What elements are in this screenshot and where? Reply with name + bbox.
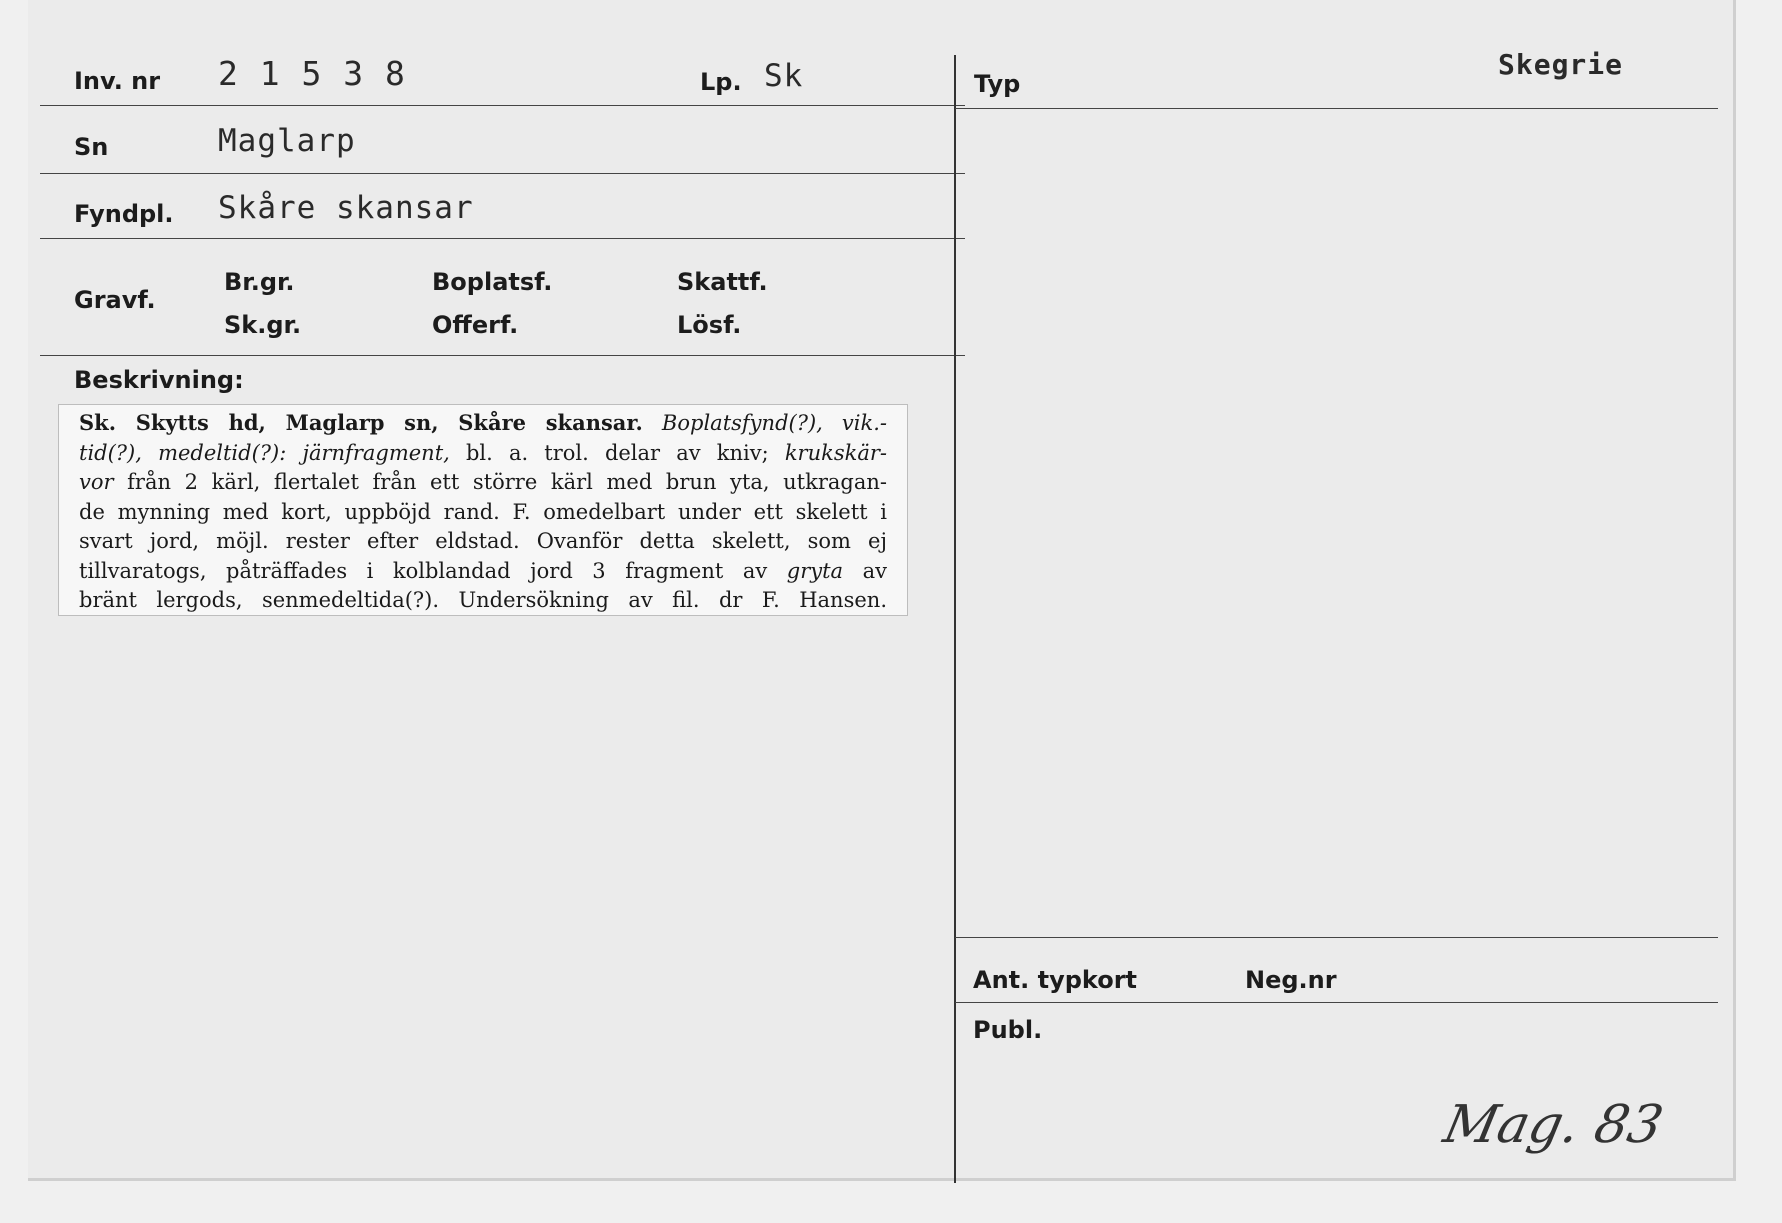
description-line (79, 439, 887, 469)
column-divider (954, 55, 956, 1183)
losf-label: Lösf. (677, 311, 742, 339)
description-run: tid(?), medeltid(?): järnfragment, (79, 440, 450, 465)
description-run: av (843, 558, 888, 583)
boplatsf-label: Boplatsf. (432, 268, 553, 296)
parish-stamp: Skegrie (1498, 48, 1624, 81)
brgr-label: Br.gr. (224, 268, 295, 296)
gravf-label: Gravf. (74, 286, 156, 314)
publ-label: Publ. (973, 1016, 1043, 1044)
description-line (79, 408, 887, 439)
description-run: Sk. Skytts hd, Maglarp sn, Skåre skansar. (79, 410, 643, 435)
description-run: tillvaratogs, påträffades i kolblandad jord 3 fragment av (79, 558, 787, 583)
ant-typkort-label: Ant. typkort (973, 966, 1138, 994)
description-run: de mynning med kort, uppböjd rand. F. omedelbart under ett skelett i (79, 499, 887, 524)
description-line (79, 586, 887, 616)
lp-value: Sk (764, 58, 804, 94)
typ-label: Typ (974, 70, 1021, 98)
description-run: gryta (786, 558, 844, 583)
description-run: svart jord, möjl. rester efter eldstad. Ovanför detta skelett, som ej (79, 529, 887, 553)
description-line (79, 557, 887, 587)
divider-typ (955, 108, 1718, 109)
sn-value: Maglarp (218, 123, 356, 159)
description-slip (58, 404, 908, 616)
skattf-label: Skattf. (677, 268, 768, 296)
description-run: från 2 kärl, flertalet från ett större kärl med brun yta, utkragan- (113, 470, 887, 494)
fyndpl-value: Skåre skansar (218, 190, 474, 226)
divider-publ (955, 1002, 1718, 1003)
description-run: bränt lergods, senmedeltida(?). Undersökning av fil. dr F. Hansen. (79, 588, 887, 612)
divider-inv (40, 105, 965, 106)
skgr-label: Sk.gr. (224, 311, 302, 339)
description-line (79, 468, 887, 498)
description-line (79, 498, 887, 528)
offerf-label: Offerf. (432, 311, 519, 339)
divider-gravf (40, 355, 965, 356)
description-run: vor (79, 470, 114, 494)
description-line (79, 527, 887, 557)
inv-nr-label: Inv. nr (74, 67, 161, 95)
negnr-label: Neg.nr (1245, 966, 1337, 994)
fyndpl-label: Fyndpl. (74, 200, 174, 228)
description-run: Boplatsfynd(?), vik.- (642, 411, 887, 435)
description-run: bl. a. trol. delar av kniv; (449, 440, 785, 465)
divider-sn (40, 173, 965, 174)
description-run: krukskär- (784, 440, 887, 465)
sn-label: Sn (74, 133, 109, 161)
divider-fyndpl (40, 238, 965, 239)
divider-ant (955, 937, 1718, 938)
handwritten-note: Mag. 83 (1438, 1095, 1669, 1155)
beskrivning-label: Beskrivning: (74, 366, 244, 394)
lp-label: Lp. (700, 68, 742, 96)
inv-nr-value: 2 1 5 3 8 (218, 54, 406, 93)
